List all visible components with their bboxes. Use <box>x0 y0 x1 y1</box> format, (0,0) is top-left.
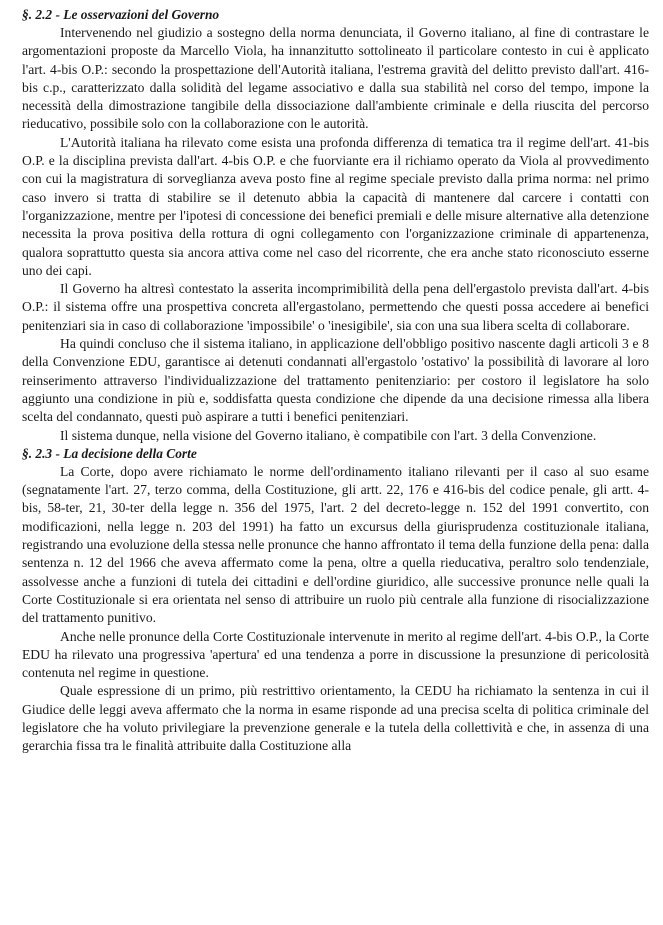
paragraph: L'Autorità italiana ha rilevato come esista una profonda differenza di tematica tra il regime dell'art. 41-bis O.P. e la disciplina prevista dall'art. 4-bis O.P. e che fuorviante era il richiamo operato da Viola al provvedimento con cui la magistratura di sorveglianza aveva posto fine al regime speciale previsto dalla prima norma: nel primo caso invero si tratta di stabilire se il detenuto abbia la capacità di mantenere dal carcere i contatti con l'organizzazione, mentre per l'ipotesi di concessione dei benefici premiali e delle misure alternative alla detenzione necessita la prova positiva della rottura di ogni collegamento con l'organizzazione criminale di appartenenza, qualora soprattutto questa sia ancora attiva come nel caso del ricorrente, che era anche stato riconosciuto esserne uno dei capi. <box>22 134 649 278</box>
paragraph: La Corte, dopo avere richiamato le norme dell'ordinamento italiano rilevanti per il caso al suo esame (segnatamente l'art. 27, terzo comma, della Costituzione, gli artt. 22, 176 e 416-bis del codice penale, gli artt. 4-bis, 58-ter, 21, 30-ter della legge n. 356 del 1975, l'art. 2 del decreto-legge n. 152 del 1991 convertito, con modificazioni, nella legge n. 203 del 1991) ha fatto un excursus della giurisprudenza costituzionale italiana, registrando una evoluzione della stessa nelle pronunce che hanno affrontato il tema della funzione della pena: dalla sentenza n. 12 del 1966 che aveva affermato come la pena, oltre a quella rieducativa, peraltro solo tendenziale, assolvesse anche a funzioni di tutela dei cittadini e dell'ordine giuridico, alle successive pronunce nelle quali la Corte Costituzionale si era orientata nel senso di attribuire un ruolo più centrale alla funzione di risocializzazione del trattamento punitivo. <box>22 463 649 626</box>
section-heading-observations: §. 2.2 - Le osservazioni del Governo <box>22 7 220 22</box>
paragraph: Quale espressione di un primo, più restrittivo orientamento, la CEDU ha richiamato la sentenza in cui il Giudice delle leggi aveva affermato che la norma in esame risponde ad una precisa scelta di politica criminale del legislatore che ha voluto privilegiare la prevenzione generale e la tutela della collettività e che, in assenza di una gerarchia fissa tra le finalità attribuite dalla Costituzione alla <box>22 683 649 754</box>
paragraph: Anche nelle pronunce della Corte Costituzionale intervenute in merito al regime dell'art. 4-bis O.P., la Corte EDU ha rilevato una progressiva 'apertura' ed una tendenza a porre in discussione la presunzione di pericolosità contenuta nel regime in questione. <box>22 628 649 681</box>
paragraph: Intervenendo nel giudizio a sostegno della norma denunciata, il Governo italiano, al fine di contrastare le argomentazioni proposte da Marcello Viola, ha innanzitutto sottolineato il particolare contesto in cui è applicato l'art. 4-bis O.P.: secondo la prospettazione dell'Autorità italiana, l'estrema gravità del delitto previsto dall'art. 416-bis c.p., caratterizzato dalla solidità del legame associativo e dalla sua stabilità nel corso del tempo, impone la necessità della dimostrazione tangibile della dissociazione dall'ambiente criminale e della riuscita del percorso rieducativo, possibile solo con la collaborazione con le autorità. <box>22 25 649 132</box>
paragraph: Ha quindi concluso che il sistema italiano, in applicazione dell'obbligo positivo nascente dagli articoli 3 e 8 della Convenzione EDU, garantisce ai detenuti condannati all'ergastolo 'ostativo' la possibilità di lavorare al loro reinserimento attraverso l'individualizzazione del trattamento penitenziario: per costoro il legislatore ha solo aggiunto una condizione in più e, soddisfatta questa condizione che dipende da una decisione rimessa alla libera scelta del condannato, questi può aspirare a tutti i benefici penitenziari. <box>22 336 649 425</box>
section-heading-decision: §. 2.3 - La decisione della Corte <box>22 445 197 461</box>
paragraph: Il sistema dunque, nella visione del Governo italiano, è compatibile con l'art. 3 della Convenzione. <box>60 427 597 443</box>
paragraph: Il Governo ha altresì contestato la asserita incomprimibilità della pena dell'ergastolo prevista dall'art. 4-bis O.P.: il sistema offre una prospettiva concreta all'ergastolano, permettendo che questi possa accedere ai benefici penitenziari sia in caso di collaborazione 'impossibile' o 'inesigibile', sia con una sua libera scelta di collaborare. <box>22 281 649 333</box>
